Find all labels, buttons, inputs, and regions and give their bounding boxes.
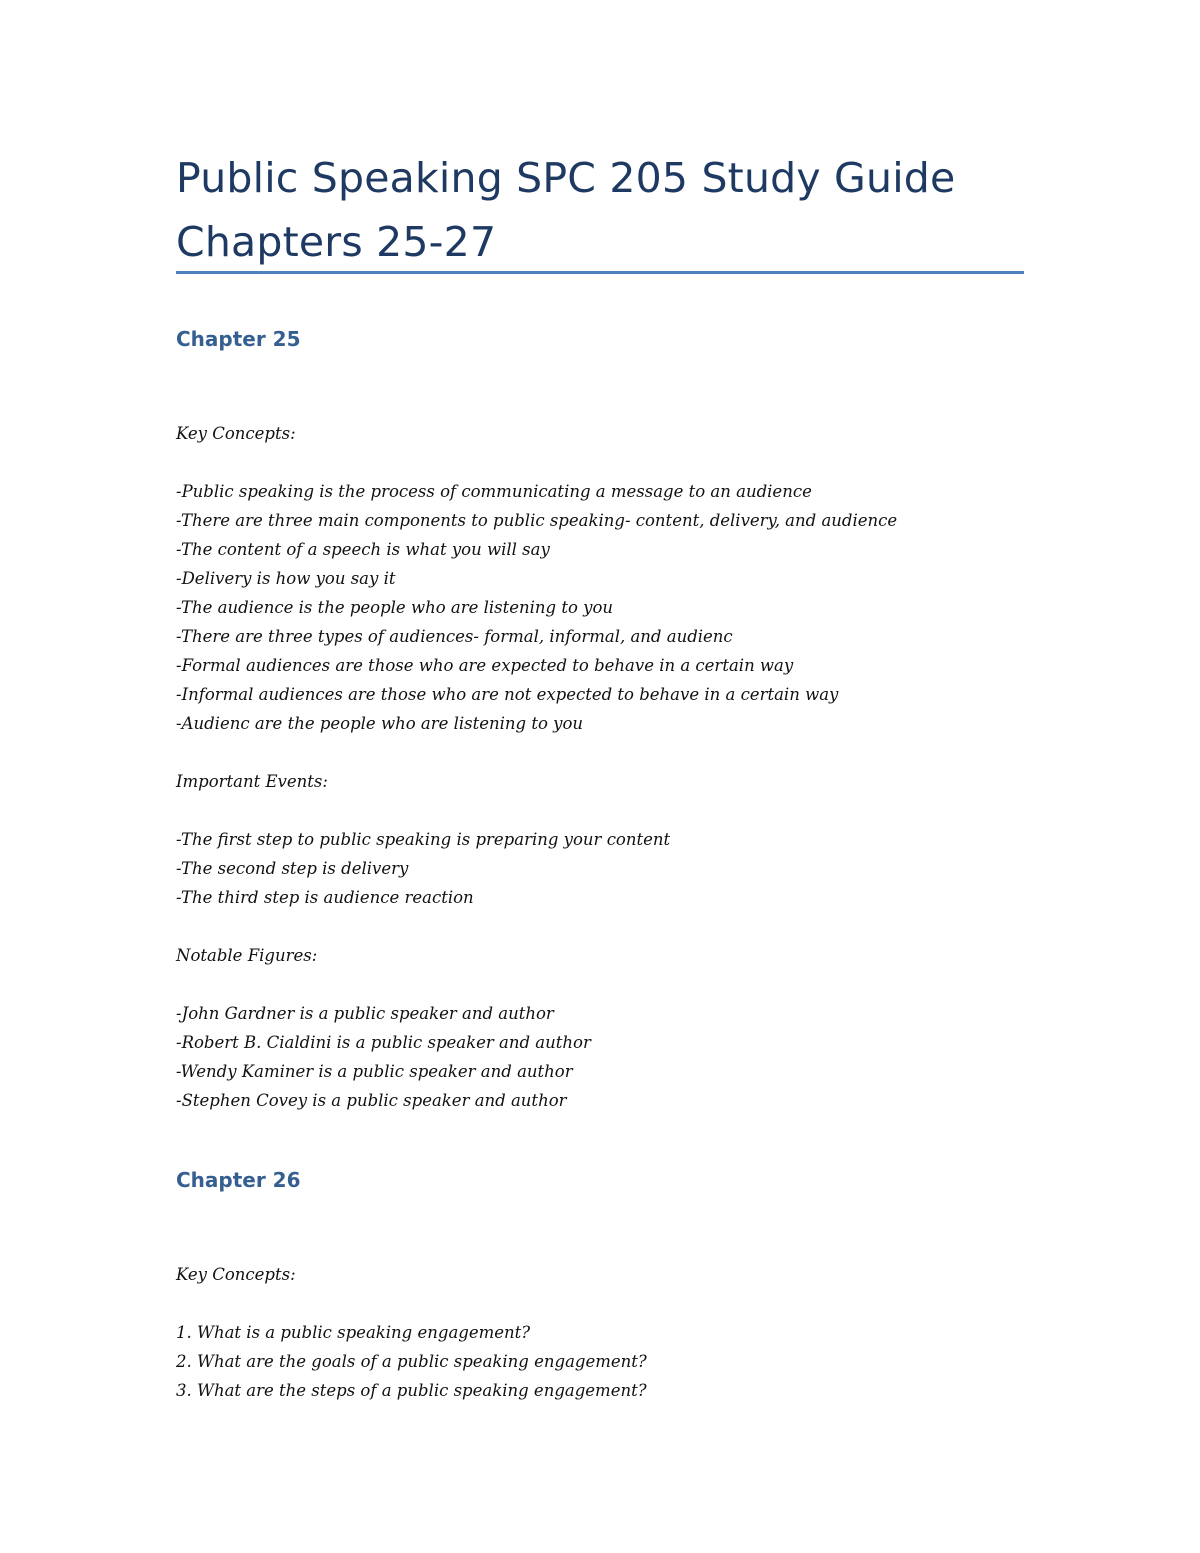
list-item: -Wendy Kaminer is a public speaker and author bbox=[176, 1062, 573, 1081]
list-item: -The second step is delivery bbox=[176, 859, 409, 878]
list-item: -The content of a speech is what you will say bbox=[176, 540, 550, 559]
list-item: -There are three types of audiences- formal, informal, and audienc bbox=[176, 627, 733, 646]
important-events-label: Important Events: bbox=[176, 772, 328, 791]
list-item: -The audience is the people who are listening to you bbox=[176, 598, 614, 617]
chapter-25-notable-figures bbox=[176, 941, 1036, 970]
list-item: -John Gardner is a public speaker and author bbox=[176, 1004, 554, 1023]
chapter-25-notable-figures-list bbox=[176, 999, 1036, 1115]
document-title bbox=[176, 146, 1026, 274]
list-item: 3. What are the steps of a public speaking engagement? bbox=[176, 1381, 647, 1400]
list-item: -Stephen Covey is a public speaker and author bbox=[176, 1091, 567, 1110]
chapter-25-heading: Chapter 25 bbox=[176, 327, 301, 351]
list-item: -Public speaking is the process of communicating a message to an audience bbox=[176, 482, 812, 501]
list-item: -There are three main components to public speaking- content, delivery, and audience bbox=[176, 511, 898, 530]
chapter-25-key-concepts bbox=[176, 419, 1036, 448]
title-line-2: Chapters 25-27 bbox=[176, 218, 497, 266]
list-item: 1. What is a public speaking engagement? bbox=[176, 1323, 531, 1342]
chapter-25-important-events-list bbox=[176, 825, 1036, 912]
chapter-25-key-concepts-list bbox=[176, 477, 1036, 738]
list-item: -The first step to public speaking is preparing your content bbox=[176, 830, 671, 849]
list-item: -Robert B. Cialdini is a public speaker and author bbox=[176, 1033, 591, 1052]
list-item: 2. What are the goals of a public speaking engagement? bbox=[176, 1352, 647, 1371]
chapter-26-heading: Chapter 26 bbox=[176, 1168, 301, 1192]
list-item: -Formal audiences are those who are expected to behave in a certain way bbox=[176, 656, 794, 675]
chapter-25-important-events bbox=[176, 767, 1036, 796]
list-item: -Delivery is how you say it bbox=[176, 569, 396, 588]
list-item: -Informal audiences are those who are not expected to behave in a certain way bbox=[176, 685, 839, 704]
chapter-26-questions-list bbox=[176, 1318, 1036, 1405]
key-concepts-label: Key Concepts: bbox=[176, 1265, 296, 1284]
chapter-26-key-concepts bbox=[176, 1260, 1036, 1289]
notable-figures-label: Notable Figures: bbox=[176, 946, 318, 965]
title-line-1: Public Speaking SPC 205 Study Guide bbox=[176, 154, 956, 202]
list-item: -The third step is audience reaction bbox=[176, 888, 474, 907]
title-underline-rule bbox=[176, 271, 1024, 274]
key-concepts-label: Key Concepts: bbox=[176, 424, 296, 443]
list-item: -Audienc are the people who are listening to you bbox=[176, 714, 584, 733]
